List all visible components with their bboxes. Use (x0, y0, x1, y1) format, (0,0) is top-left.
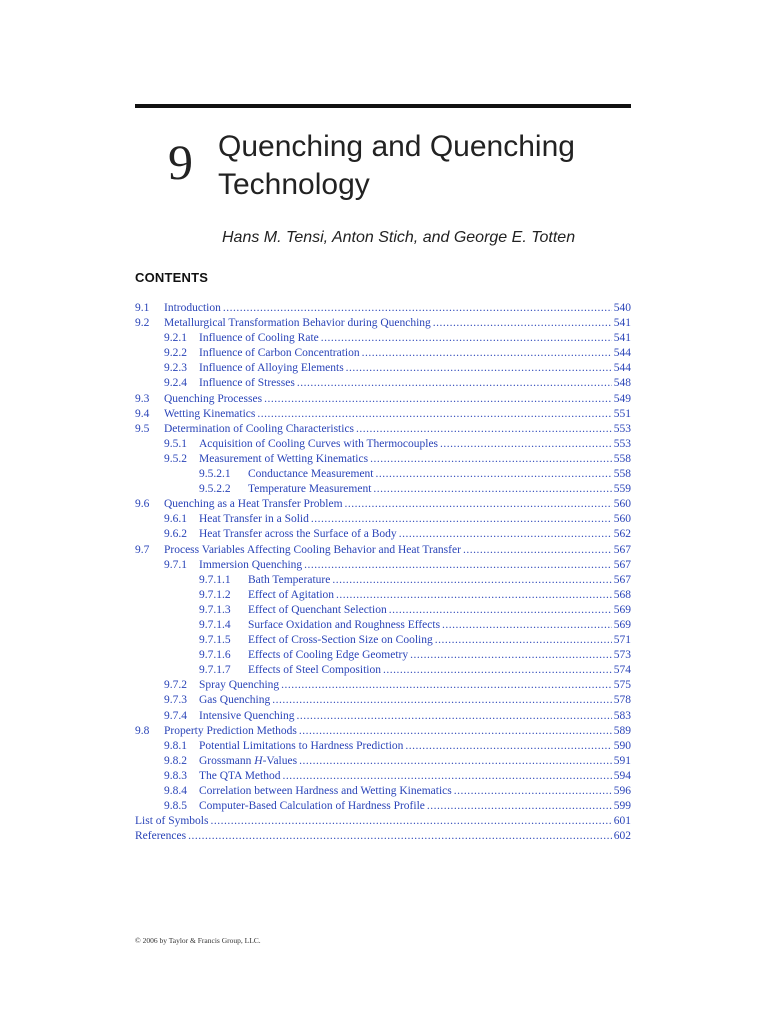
toc-entry-title: Potential Limitations to Hardness Prediction (199, 739, 404, 752)
toc-entry[interactable] (135, 527, 631, 542)
toc-dot-leader (463, 543, 612, 558)
toc-entry-title: Effect of Agitation (248, 588, 335, 601)
toc-dot-leader (399, 527, 612, 542)
toc-entry-title: Computer-Based Calculation of Hardness Profile (199, 800, 425, 813)
toc-dot-leader (362, 346, 612, 361)
chapter-number: 9 (168, 134, 193, 190)
toc-entry[interactable] (135, 663, 631, 678)
toc-entry-page: 559 (613, 483, 631, 496)
toc-entry-title: Metallurgical Transformation Behavior during Quenching (164, 317, 431, 330)
toc-entry-page: 541 (613, 317, 631, 330)
toc-entry-number: 9.7 (135, 543, 150, 556)
toc-entry-page: 589 (613, 724, 631, 737)
toc-dot-leader (311, 512, 612, 527)
toc-entry-title: Immersion Quenching (199, 558, 303, 571)
toc-entry[interactable] (135, 724, 631, 739)
toc-entry-page: 578 (613, 694, 631, 707)
toc-entry-page: 558 (613, 452, 631, 465)
toc-entry[interactable] (135, 709, 631, 724)
toc-entry-page: 567 (613, 543, 631, 556)
toc-entry-title: Correlation between Hardness and Wetting Kinematics (199, 785, 452, 797)
toc-dot-leader (299, 724, 612, 739)
toc-entry-title: Intensive Quenching (199, 709, 295, 722)
toc-dot-leader (297, 376, 612, 391)
toc-entry-page: 569 (613, 618, 631, 631)
toc-entry-number: 9.6 (135, 498, 150, 511)
toc-entry[interactable] (135, 392, 631, 407)
toc-entry-number: 9.5.1 (164, 437, 187, 450)
toc-entry-number: 9.8 (135, 724, 150, 737)
toc-entry-number: 9.7.1.7 (199, 664, 231, 677)
toc-entry-title: Measurement of Wetting Kinematics (199, 452, 369, 465)
toc-entry-title: Effect of Cross-Section Size on Cooling (248, 634, 433, 647)
toc-dot-leader (346, 361, 612, 376)
toc-entry-number: 9.7.1.3 (199, 603, 231, 616)
toc-entry-number: 9.5.2.1 (199, 468, 231, 481)
toc-entry-title: Spray Quenching (199, 679, 280, 692)
toc-entry-page: 553 (613, 422, 631, 435)
toc-dot-leader (336, 588, 612, 603)
toc-entry[interactable] (135, 512, 631, 527)
toc-entry-page: 567 (613, 573, 631, 586)
toc-entry-page: 573 (613, 649, 631, 662)
toc-entry[interactable] (135, 633, 631, 648)
toc-entry[interactable] (135, 437, 631, 452)
toc-entry-page: 567 (613, 558, 631, 571)
toc-entry-page: 583 (613, 709, 631, 722)
toc-dot-leader (383, 663, 612, 678)
toc-entry-number: 9.7.1.5 (199, 634, 231, 647)
toc-entry-page: 544 (613, 362, 631, 375)
toc-entry-number: 9.7.1.4 (199, 618, 231, 631)
toc-entry-number: 9.5 (135, 422, 150, 435)
toc-entry[interactable] (135, 361, 631, 376)
toc-dot-leader (433, 316, 612, 331)
toc-entry[interactable] (135, 814, 631, 829)
toc-entry[interactable] (135, 558, 631, 573)
toc-entry[interactable] (135, 648, 631, 663)
toc-entry-title: Temperature Measurement (248, 483, 372, 496)
toc-entry-number: 9.7.1 (164, 558, 187, 571)
toc-entry-title: Acquisition of Cooling Curves with Thermocouples (199, 437, 439, 450)
chapter-title-line-2: Technology (218, 168, 370, 201)
toc-entry-number: 9.5.2.2 (199, 483, 231, 496)
toc-entry-page: 569 (613, 603, 631, 616)
toc-entry-number: 9.8.5 (164, 800, 187, 813)
toc-entry-title: Influence of Stresses (199, 377, 295, 390)
toc-entry-number: 9.4 (135, 407, 150, 420)
toc-entry-page: 601 (613, 815, 631, 828)
chapter-top-rule (135, 104, 631, 108)
toc-entry-title: Effects of Steel Composition (248, 664, 381, 677)
toc-dot-leader (370, 452, 612, 467)
toc-entry-number: 9.6.2 (164, 528, 187, 541)
toc-entry-title: Wetting Kinematics (164, 407, 256, 420)
toc-entry-page: 540 (613, 302, 631, 314)
toc-entry-number: 9.7.4 (164, 709, 187, 722)
chapter-title (218, 128, 638, 204)
toc-entry-number: 9.1 (135, 302, 150, 314)
toc-entry[interactable] (135, 376, 631, 391)
toc-entry-page: 591 (613, 754, 631, 767)
toc-entry[interactable] (135, 784, 631, 799)
toc-entry-page: 541 (613, 332, 631, 345)
toc-entry-number: 9.7.1.6 (199, 649, 231, 662)
toc-entry-page: 574 (613, 664, 631, 677)
toc-dot-leader (223, 301, 612, 316)
toc-entry-number: 9.7.3 (164, 694, 187, 707)
toc-entry-number: 9.8.3 (164, 769, 187, 782)
toc-entry-title: Process Variables Affecting Cooling Behavior and Heat Transfer (164, 543, 461, 556)
toc-entry-title: Determination of Cooling Characteristics (164, 422, 355, 435)
toc-entry-page: 562 (613, 528, 631, 541)
toc-entry[interactable] (135, 497, 631, 512)
toc-entry-page: 560 (613, 513, 631, 526)
toc-entry[interactable] (135, 588, 631, 603)
toc-entry-title: Quenching Processes (164, 392, 263, 405)
toc-dot-leader (376, 467, 612, 482)
toc-entry[interactable] (135, 829, 631, 844)
toc-entry-number: 9.2 (135, 317, 150, 330)
toc-entry-page: 544 (613, 347, 631, 360)
toc-dot-leader (356, 422, 612, 437)
toc-entry-title-italic: H (254, 754, 263, 767)
toc-entry-page: 560 (613, 498, 631, 511)
toc-entry-title: Heat Transfer in a Solid (199, 513, 309, 526)
toc-entry-title: Influence of Carbon Concentration (199, 347, 360, 360)
toc-entry-number: 9.2.2 (164, 347, 187, 360)
toc-entry[interactable] (135, 769, 631, 784)
toc-dot-leader (297, 709, 612, 724)
toc-entry-page: 551 (613, 407, 631, 420)
toc-entry[interactable] (135, 618, 631, 633)
toc-dot-leader (188, 829, 612, 844)
toc-entry-title: List of Symbols (135, 815, 209, 828)
toc-dot-leader (332, 573, 611, 588)
toc-entry[interactable] (135, 678, 631, 693)
toc-entry-page: 575 (613, 679, 631, 692)
toc-entry-title: References (135, 830, 187, 843)
toc-entry-number: 9.5.2 (164, 452, 187, 465)
toc-dot-leader (281, 678, 612, 693)
toc-entry-title: Influence of Alloying Elements (199, 362, 344, 375)
table-of-contents (135, 301, 631, 844)
toc-entry-page: 558 (613, 468, 631, 481)
toc-entry-page: 549 (613, 392, 631, 405)
toc-entry[interactable] (135, 543, 631, 558)
toc-dot-leader (304, 558, 612, 573)
toc-entry[interactable] (135, 331, 631, 346)
chapter-title-line-1: Quenching and Quenching (218, 130, 575, 163)
toc-entry-title-part: Grossmann (199, 754, 255, 767)
toc-dot-leader (442, 618, 612, 633)
toc-entry-number: 9.8.4 (164, 785, 187, 797)
toc-dot-leader (389, 603, 612, 618)
toc-entry[interactable] (135, 407, 631, 422)
toc-entry[interactable] (135, 452, 631, 467)
toc-entry-number: 9.7.2 (164, 679, 187, 692)
toc-entry-number: 9.2.3 (164, 362, 187, 375)
toc-entry[interactable] (135, 482, 631, 497)
toc-entry-page: 599 (613, 800, 631, 813)
toc-entry-title: Introduction (164, 302, 221, 314)
toc-entry-number: 9.8.2 (164, 754, 187, 767)
toc-dot-leader (257, 407, 611, 422)
toc-entry-title (199, 754, 297, 769)
toc-entry-title: Heat Transfer across the Surface of a Body (199, 528, 397, 541)
toc-entry-title: Effects of Cooling Edge Geometry (248, 649, 409, 662)
toc-dot-leader (454, 784, 612, 799)
toc-entry[interactable] (135, 799, 631, 814)
toc-dot-leader (299, 754, 612, 769)
toc-entry-title: Bath Temperature (248, 573, 331, 586)
toc-entry[interactable] (135, 603, 631, 618)
toc-dot-leader (410, 648, 612, 663)
toc-entry-title: Quenching as a Heat Transfer Problem (164, 498, 343, 511)
toc-entry-number: 9.8.1 (164, 739, 187, 752)
toc-entry-title: Surface Oxidation and Roughness Effects (248, 618, 441, 631)
toc-entry-title-part: -Values (262, 754, 298, 767)
toc-dot-leader (345, 497, 612, 512)
toc-dot-leader (440, 437, 612, 452)
toc-entry[interactable] (135, 316, 631, 331)
toc-entry-title: Gas Quenching (199, 694, 271, 707)
toc-entry-title: Influence of Cooling Rate (199, 332, 319, 345)
toc-entry-page: 571 (613, 634, 631, 647)
toc-entry-page: 594 (613, 769, 631, 782)
toc-entry[interactable] (135, 693, 631, 708)
contents-heading: CONTENTS (135, 270, 209, 285)
toc-entry-page: 568 (613, 588, 631, 601)
toc-entry-page: 596 (613, 785, 631, 797)
toc-entry[interactable] (135, 346, 631, 361)
toc-entry[interactable] (135, 422, 631, 437)
toc-entry-page: 602 (613, 830, 631, 843)
toc-entry-title: Property Prediction Methods (164, 724, 297, 737)
toc-dot-leader (435, 633, 612, 648)
toc-dot-leader (210, 814, 611, 829)
toc-entry-page: 590 (613, 739, 631, 752)
toc-entry[interactable] (135, 754, 631, 769)
toc-entry[interactable] (135, 301, 631, 316)
toc-dot-leader (427, 799, 612, 814)
toc-entry-page: 548 (613, 377, 631, 390)
toc-entry-page: 553 (613, 437, 631, 450)
toc-entry-number: 9.7.1.2 (199, 588, 231, 601)
toc-entry-title: Conductance Measurement (248, 468, 374, 481)
toc-dot-leader (373, 482, 611, 497)
toc-entry-number: 9.3 (135, 392, 150, 405)
toc-entry-number: 9.7.1.1 (199, 573, 231, 586)
toc-entry-number: 9.2.4 (164, 377, 187, 390)
toc-entry[interactable] (135, 467, 631, 482)
toc-dot-leader (264, 392, 612, 407)
toc-dot-leader (405, 739, 611, 754)
toc-entry[interactable] (135, 573, 631, 588)
toc-entry-number: 9.2.1 (164, 332, 187, 345)
toc-entry-title: Effect of Quenchant Selection (248, 603, 387, 616)
toc-dot-leader (321, 331, 612, 346)
copyright-footer: © 2006 by Taylor & Francis Group, LLC. (135, 936, 261, 945)
toc-dot-leader (272, 693, 612, 708)
toc-dot-leader (282, 769, 611, 784)
toc-entry[interactable] (135, 739, 631, 754)
toc-entry-number: 9.6.1 (164, 513, 187, 526)
toc-entry-title: The QTA Method (199, 769, 281, 782)
chapter-authors: Hans M. Tensi, Anton Stich, and George E. Totten (222, 229, 576, 246)
